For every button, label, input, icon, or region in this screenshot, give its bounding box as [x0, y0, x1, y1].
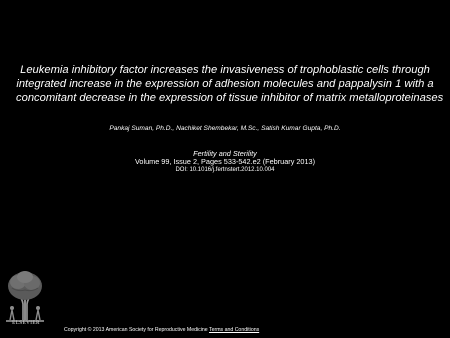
title-line: concomitant decrease in the expression of tissue inhibitor of matrix metalloproteinases: [16, 92, 444, 104]
volume-info: Volume 99, Issue 2, Pages 533-542.e2 (February 2013): [134, 157, 316, 166]
elsevier-wordmark: ELSEVIER: [12, 320, 40, 326]
authors: Pankaj Suman, Ph.D., Nachiket Shembekar, M.Sc., Satish Kumar Gupta, Ph.D.: [109, 125, 341, 132]
copyright-text: Copyright © 2013 American Society for Reproductive Medicine: [64, 327, 208, 333]
doi: DOI: 10.1016/j.fertnstert.2012.10.004: [175, 167, 275, 173]
terms-and-conditions-link[interactable]: Terms and Conditions: [209, 327, 260, 333]
title-line: integrated increase in the expression of adhesion molecules and pappalysin 1 with a: [16, 78, 434, 90]
article-title: [16, 63, 444, 105]
title-line: Leukemia inhibitory factor increases the invasiveness of trophoblastic cells through: [20, 64, 430, 76]
footer: [64, 327, 444, 334]
journal-name: Fertility and Sterility: [193, 149, 257, 158]
